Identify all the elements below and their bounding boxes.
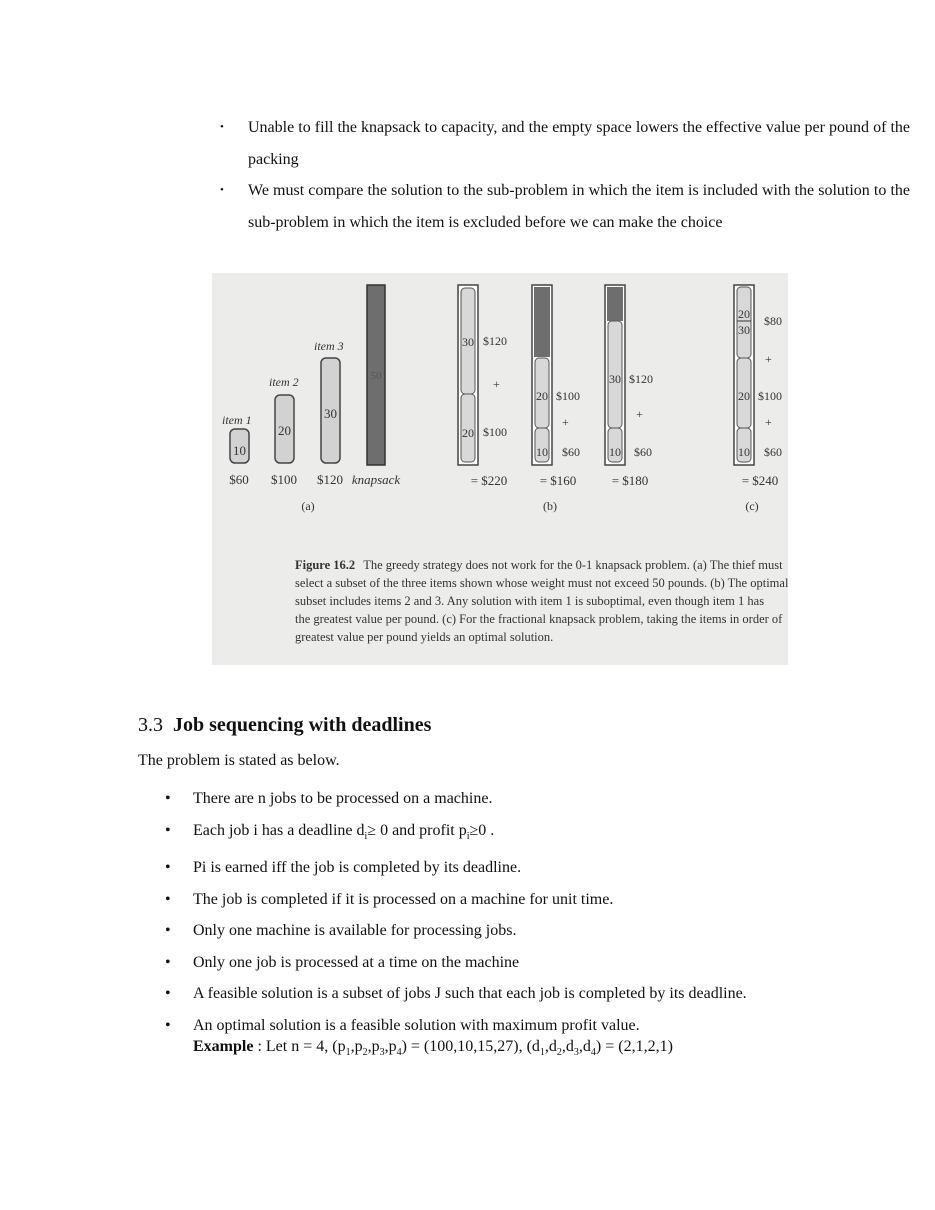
text-run: ,p	[367, 1038, 380, 1055]
b3-plus: +	[636, 407, 643, 421]
figure-caption-line: the greatest value per pound. (c) For the fractional knapsack problem, taking the items in order of	[295, 612, 783, 626]
b3-value-60: $60	[634, 445, 652, 459]
bullet: •	[165, 922, 171, 940]
b1-value-120: $120	[483, 334, 507, 348]
b1-label-20: 20	[462, 426, 474, 440]
list-item-text: Pi is earned iff the job is completed by its deadline.	[193, 859, 522, 877]
section-number: 3.3	[138, 714, 163, 736]
c-label-20: 20	[738, 389, 750, 403]
section-heading	[138, 714, 431, 737]
section-title: Job sequencing with deadlines	[173, 714, 432, 736]
text-run: ≥0 .	[469, 821, 495, 839]
text-run: ,p	[384, 1038, 397, 1055]
text-run: ) = (2,1,2,1)	[595, 1038, 673, 1055]
knapsack-capacity: 50	[370, 370, 382, 382]
list-item-text	[193, 821, 495, 842]
item-3-weight: 30	[324, 406, 337, 421]
part-b-label: (b)	[543, 499, 557, 513]
figure-caption-line: greatest value per pound yields an optimal solution.	[295, 630, 554, 644]
list-item	[165, 815, 885, 853]
intro-text: The problem is stated as below.	[138, 752, 340, 769]
subscript: 3	[573, 1047, 579, 1059]
c-value-80: $80	[764, 314, 782, 328]
c-frac-den: 30	[738, 323, 750, 337]
c-plus-2: +	[765, 415, 772, 429]
knapsack-label: knapsack	[351, 472, 401, 487]
knapsack-notes-list	[220, 112, 910, 238]
text-run: ,d	[578, 1038, 591, 1055]
b3-empty-space	[607, 287, 623, 321]
list-item-text: The job is completed if it is processed on a machine for unit time.	[193, 890, 614, 908]
bullet: •	[165, 790, 171, 807]
list-item-text: We must compare the solution to the sub-problem in which the item is included with the solution to the sub-problem in which the item is excluded before we can make the choice	[248, 182, 910, 231]
b1-plus: +	[493, 377, 500, 391]
text-run: Each job i has a deadline d	[193, 821, 365, 839]
subscript: 2	[362, 1047, 368, 1059]
list-item	[165, 947, 885, 979]
b2-value-100: $100	[556, 389, 580, 403]
text-run: ,d	[544, 1038, 557, 1055]
list-item-text: Only one job is processed at a time on the machine	[193, 953, 520, 971]
subscript: 1	[539, 1047, 545, 1059]
subscript: 4	[590, 1047, 596, 1059]
problem-statement-list	[165, 783, 885, 1041]
text-run: ,d	[561, 1038, 574, 1055]
item-1-value: $60	[229, 472, 249, 487]
list-item-text: Only one machine is available for processing jobs.	[193, 922, 517, 940]
c-plus-1: +	[765, 352, 772, 366]
example-label: Example	[193, 1038, 254, 1055]
text-run: ,p	[350, 1038, 363, 1055]
list-item	[165, 852, 885, 884]
bullet: •	[165, 1016, 171, 1034]
b2-label-20: 20	[536, 389, 548, 403]
b2-plus: +	[562, 415, 569, 429]
b2-label-10: 10	[536, 445, 548, 459]
figure-caption-line: select a subset of the three items shown whose weight must not exceed 50 pounds. (b) The optimal	[295, 576, 788, 590]
c-total: = $240	[741, 473, 779, 488]
item-2-weight: 20	[278, 423, 291, 438]
list-item-text: An optimal solution is a feasible solution with maximum profit value.	[193, 1016, 640, 1034]
text-run: ≥ 0 and profit p	[367, 821, 467, 839]
b1-label-30: 30	[462, 335, 474, 349]
bullet: •	[165, 859, 171, 877]
list-item	[165, 1010, 885, 1042]
list-item	[165, 978, 885, 1010]
c-label-10: 10	[738, 445, 750, 459]
b2-empty-space	[534, 287, 550, 357]
subscript: 1	[345, 1047, 351, 1059]
text-run: : Let n = 4, (p	[253, 1038, 346, 1055]
item-2-label: item 2	[269, 375, 299, 389]
part-a-label: (a)	[301, 499, 315, 513]
part-c-label: (c)	[745, 499, 759, 513]
item-1-label: item 1	[222, 413, 252, 427]
list-item-text: There are n jobs to be processed on a machine.	[193, 790, 493, 807]
b2-value-60: $60	[562, 445, 580, 459]
c-frac-num: 20	[738, 307, 750, 321]
bullet: •	[220, 121, 224, 133]
item-3-value: $120	[317, 472, 343, 487]
subscript: 4	[396, 1047, 402, 1059]
list-item	[220, 175, 910, 238]
list-item-text: A feasible solution is a subset of jobs J such that each job is completed by its deadline.	[193, 985, 747, 1003]
c-value-100: $100	[758, 389, 782, 403]
subscript: i	[466, 830, 470, 842]
subscript: i	[364, 830, 368, 842]
b1-total: = $220	[470, 473, 508, 488]
b3-label-10: 10	[609, 445, 621, 459]
b1-value-100: $100	[483, 425, 507, 439]
example-line	[193, 1038, 673, 1058]
item-1-weight: 10	[233, 443, 246, 458]
b3-value-120: $120	[629, 372, 653, 386]
list-item	[165, 884, 885, 916]
b3-label-30: 30	[609, 372, 621, 386]
bullet: •	[165, 985, 171, 1003]
figure-caption-line	[295, 558, 783, 572]
b3-total: = $180	[611, 473, 649, 488]
knapsack-figure	[212, 273, 788, 665]
text-run: ) = (100,10,15,27), (d	[401, 1038, 540, 1055]
bullet: •	[165, 821, 171, 839]
subscript: 2	[556, 1047, 562, 1059]
figure-caption-title: Figure 16.2	[295, 558, 356, 572]
knapsack-diagram	[212, 273, 788, 665]
list-item	[165, 915, 885, 947]
bullet: •	[220, 184, 224, 196]
list-item	[220, 112, 910, 175]
subscript: 3	[379, 1047, 385, 1059]
c-value-60: $60	[764, 445, 782, 459]
item-3-label: item 3	[314, 339, 344, 353]
list-item	[165, 783, 885, 815]
figure-caption-line: subset includes items 2 and 3. Any solution with item 1 is suboptimal, even though item 1 has	[295, 594, 765, 608]
bullet: •	[165, 953, 171, 971]
item-2-value: $100	[271, 472, 297, 487]
list-item-text: Unable to fill the knapsack to capacity, and the empty space lowers the effective value per pound of the packing	[248, 119, 910, 168]
b2-total: = $160	[539, 473, 577, 488]
bullet: •	[165, 890, 171, 908]
figure-caption-text: The greedy strategy does not work for the 0-1 knapsack problem. (a) The thief must	[363, 558, 783, 572]
